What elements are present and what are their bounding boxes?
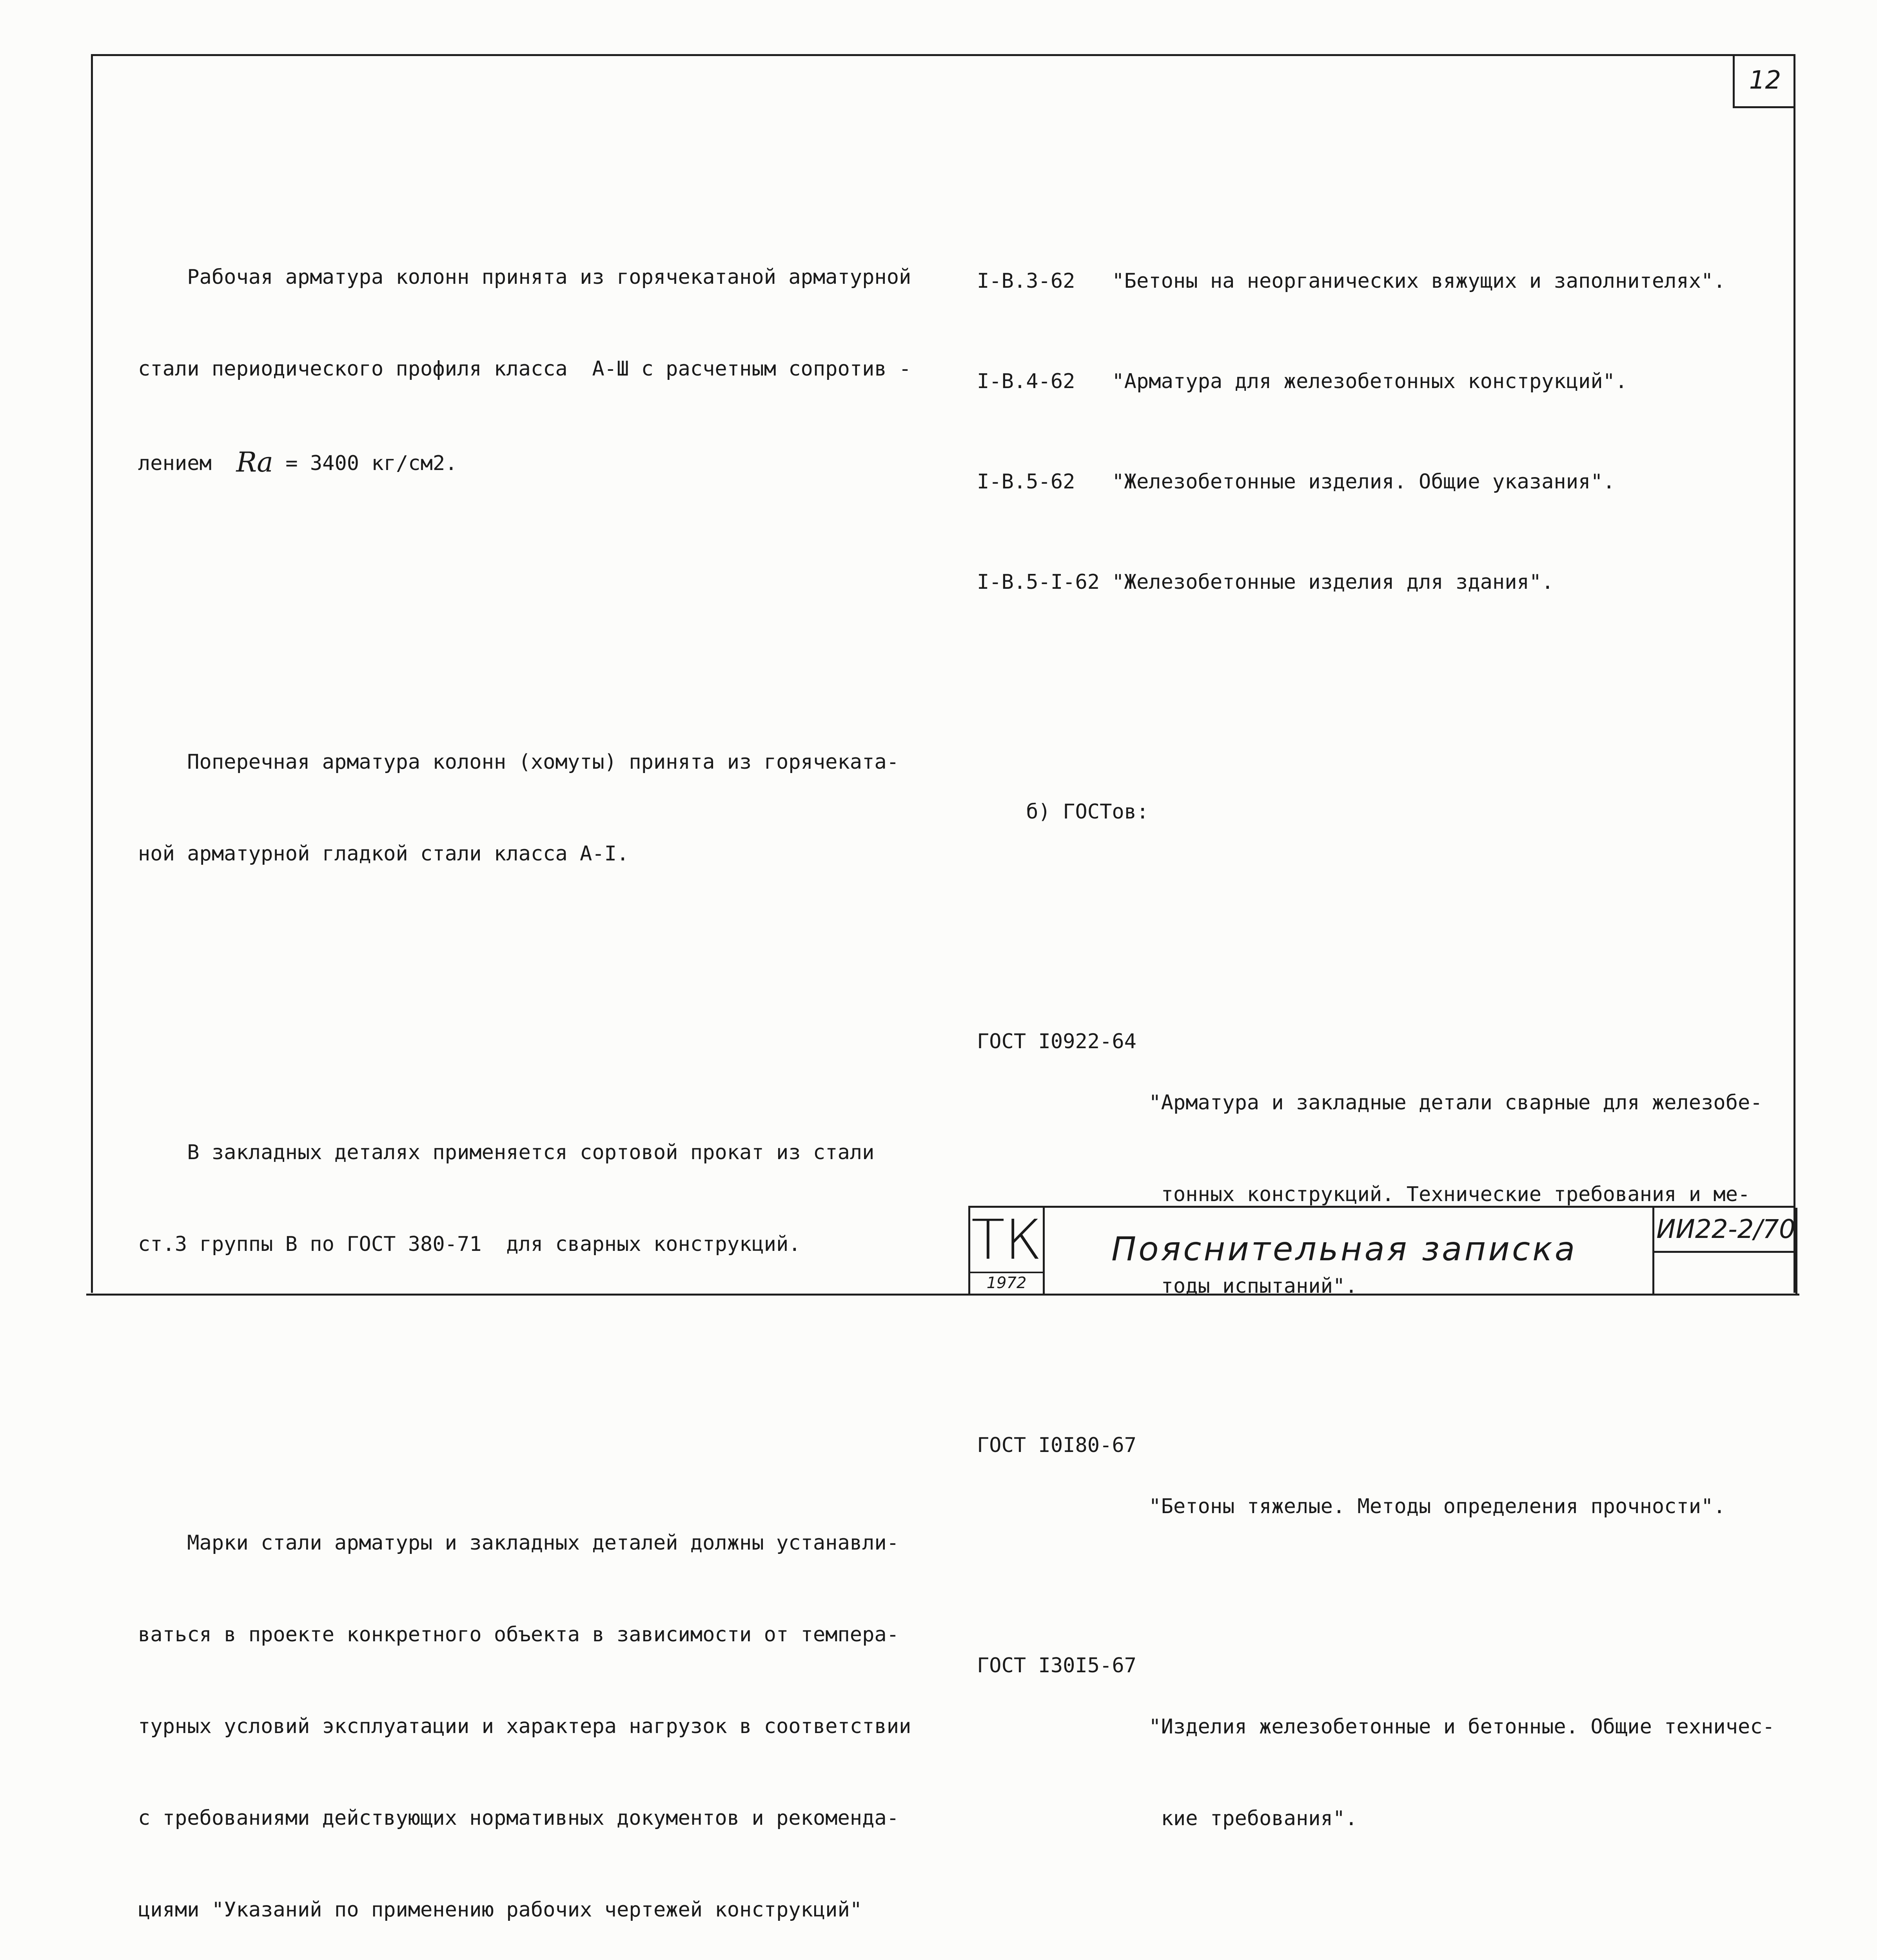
ref-text: "Арматура для железобетонных конструкций".	[1112, 370, 1628, 393]
text-line: тоды испытаний".	[1149, 1274, 1358, 1298]
ref-text: "Железобетонные изделия для здания".	[1112, 570, 1554, 594]
text-line: ваться в проекте конкретного объекта в зависимости от темпера-	[138, 1623, 899, 1646]
ref-text: "Железобетонные изделия. Общие указания".	[1112, 470, 1615, 494]
gost-ref-list	[977, 965, 1775, 1960]
text-line: Поперечная арматура колонн (хомуты) принята из горячеката-	[138, 750, 899, 774]
ref-code: ГОСТ I0I80-67	[977, 1434, 1149, 1457]
ref-code: ГОСТ I0922-64	[977, 1030, 1149, 1053]
right-column	[977, 143, 1775, 1960]
text-line: "Бетоны тяжелые. Методы определения прочности".	[1149, 1495, 1726, 1518]
document-code: ИИ22-2/70	[1654, 1208, 1797, 1253]
ref-code: I-В.5-62	[977, 470, 1112, 494]
text-line: Рабочая арматура колонн принята из горячекатаной арматурной	[138, 265, 911, 289]
ref-code: I-В.3-62	[977, 269, 1112, 293]
text-line: турных условий эксплуатации и характера нагрузок в соответствии	[138, 1715, 911, 1738]
tk-stamp	[970, 1208, 1045, 1294]
text-line: "Изделия железобетонные и бетонные. Общие техничес-	[1149, 1715, 1775, 1739]
snip-ref-list-right	[977, 205, 1775, 659]
ref-code: I-В.4-62	[977, 370, 1112, 393]
text-line: В закладных деталях применяется сортовой прокат из стали	[138, 1141, 875, 1164]
page-number: 12	[1733, 54, 1795, 108]
list-item	[977, 366, 1775, 397]
text-line: ст.3 группы В по ГОСТ 380-71 для сварных конструкций.	[138, 1232, 801, 1256]
text-line: с требованиями действующих нормативных документов и рекоменда-	[138, 1806, 899, 1830]
tk-mark: ТК	[971, 1208, 1042, 1272]
list-item	[977, 1650, 1775, 1895]
text-segment: лением	[138, 452, 236, 475]
text-line: тонных конструкций. Технические требования и ме-	[1149, 1183, 1750, 1206]
ref-text: "Бетоны на неорганических вяжущих и заполнителях".	[1112, 269, 1726, 293]
ref-text	[1149, 1650, 1775, 1895]
paragraph-steel-grades	[138, 1466, 911, 1960]
ref-code: I-В.5-I-62	[977, 570, 1112, 594]
text-line: ной арматурной гладкой стали класса А-I.	[138, 842, 629, 866]
list-item	[977, 1026, 1775, 1363]
text-line: "Арматура и закладные детали сварные для железобе-	[1149, 1091, 1763, 1114]
list-item	[977, 1430, 1775, 1583]
text-line	[138, 445, 911, 479]
paragraph-working-reinforcement	[138, 201, 911, 540]
left-column	[138, 140, 911, 1960]
paragraph-transverse-reinforcement	[138, 686, 911, 930]
ref-code: ГОСТ I30I5-67	[977, 1654, 1149, 1677]
title-block	[968, 1206, 1795, 1294]
document-title: Пояснительная записка	[1111, 1230, 1577, 1268]
text-line: стали периодического профиля класса А-Ш с расчетным сопротив -	[138, 357, 911, 381]
formula-ra: Rа	[236, 446, 273, 478]
ref-text	[1149, 1026, 1762, 1363]
title-block-edge	[1795, 1208, 1797, 1294]
text-line: Марки стали арматуры и закладных деталей должны устанавли-	[138, 1531, 899, 1555]
text-line: кие требования".	[1149, 1807, 1358, 1830]
ref-text	[1149, 1430, 1725, 1583]
list-item	[977, 567, 1775, 597]
list-item	[977, 466, 1775, 497]
text-line: циями "Указаний по применению рабочих чертежей конструкций"	[138, 1898, 862, 1922]
list-item	[977, 266, 1775, 296]
list-heading-gost: б) ГОСТов:	[977, 800, 1149, 824]
document-code-box	[1652, 1208, 1797, 1294]
tk-year: 1972	[970, 1272, 1043, 1294]
paragraph-embedded-parts	[138, 1076, 911, 1321]
text-segment: = 3400 кг/см2.	[273, 452, 457, 475]
